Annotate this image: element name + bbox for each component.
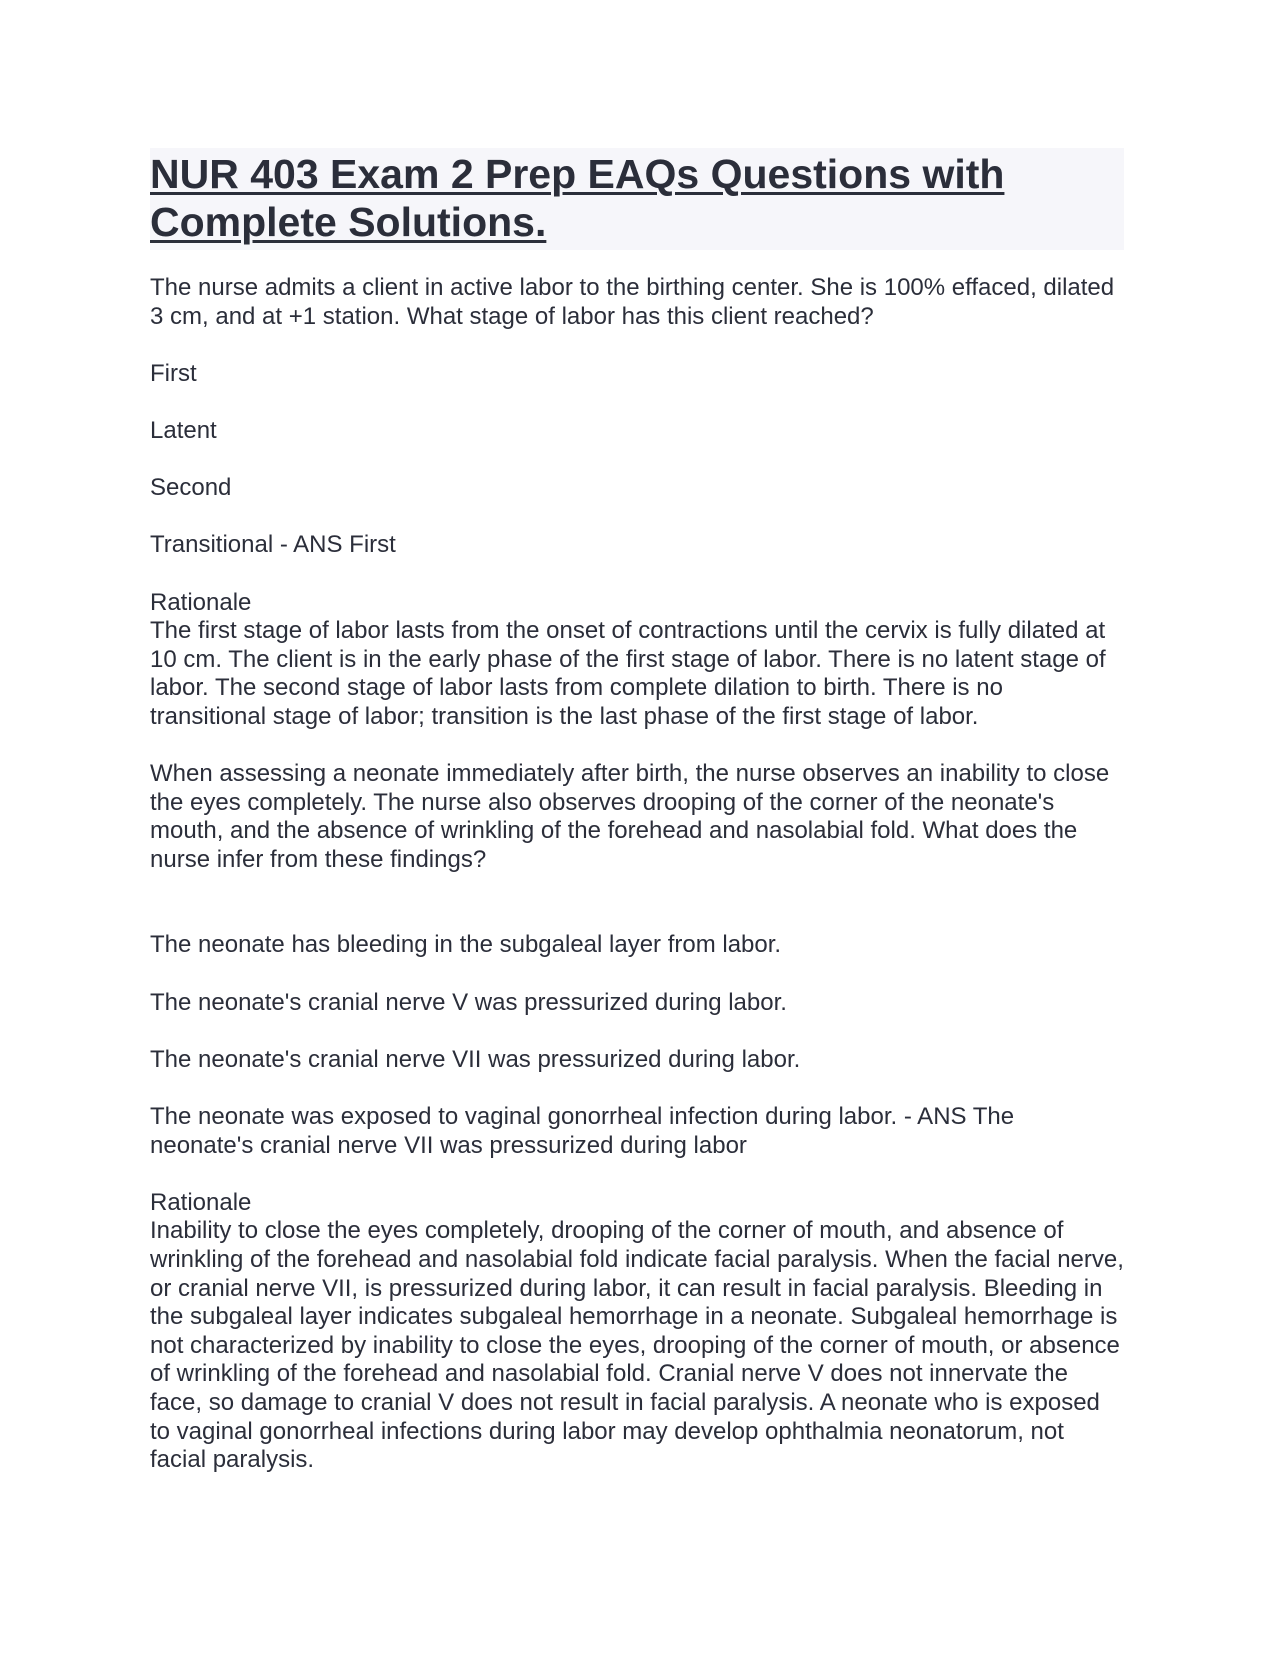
- q1-option-4-answer: Transitional - ANS First: [150, 531, 396, 559]
- q2-option-2: The neonate's cranial nerve V was pressurized during labor.: [150, 988, 787, 1016]
- q1-rationale-label: Rationale: [150, 588, 252, 616]
- question-2: When assessing a neonate immediately after birth, the nurse observes an inability to close the eyes completely. The nurse also observes drooping of the corner of the neonate's mouth, and the absence of wrinkling of the forehead and nasolabial fold. What does the nurse infer from these findings?: [150, 760, 1110, 873]
- q2-option-4-answer: The neonate was exposed to vaginal gonorrheal infection during labor. - ANS The neonate's cranial nerve VII was pressurized during labor: [150, 1103, 1015, 1159]
- document-title: NUR 403 Exam 2 Prep EAQs Questions with Complete Solutions.: [150, 151, 1005, 245]
- q2-rationale-label: Rationale: [150, 1188, 252, 1216]
- document-page: [150, 148, 1124, 1475]
- q1-option-3: Second: [150, 474, 232, 502]
- q2-option-3: The neonate's cranial nerve VII was pressurized during labor.: [150, 1045, 801, 1073]
- q1-option-2: Latent: [150, 416, 217, 444]
- q2-option-1: The neonate has bleeding in the subgaleal layer from labor.: [150, 931, 782, 959]
- title-block: [150, 148, 1124, 250]
- q1-option-1: First: [150, 359, 197, 387]
- q2-rationale: Inability to close the eyes completely, drooping of the corner of mouth, and absence of wrinkling of the forehead and nasolabial fold indicate facial paralysis. When the facial nerve, or cranial nerve VII, is pressurized during labor, it can result in facial paralysis. Bleeding in the subgaleal layer indicates subgaleal hemorrhage in a neonate. Subgaleal hemorrhage is not characterized by inability to close the eyes, drooping of the corner of mouth, or absence of wrinkling of the forehead and nasolabial fold. Cranial nerve V does not innervate the face, so damage to cranial V does not result in facial paralysis. A neonate who is exposed to vaginal gonorrheal infections during labor may develop ophthalmia neonatorum, not facial paralysis.: [150, 1217, 1124, 1474]
- question-1: The nurse admits a client in active labor to the birthing center. She is 100% effaced, dilated 3 cm, and at +1 station. What stage of labor has this client reached?: [150, 274, 1115, 330]
- q1-rationale: The first stage of labor lasts from the onset of contractions until the cervix is fully dilated at 10 cm. The client is in the early phase of the first stage of labor. There is no latent stage of labor. The second stage of labor lasts from complete dilation to birth. There is no transitional stage of labor; transition is the last phase of the first stage of labor.: [150, 617, 1106, 730]
